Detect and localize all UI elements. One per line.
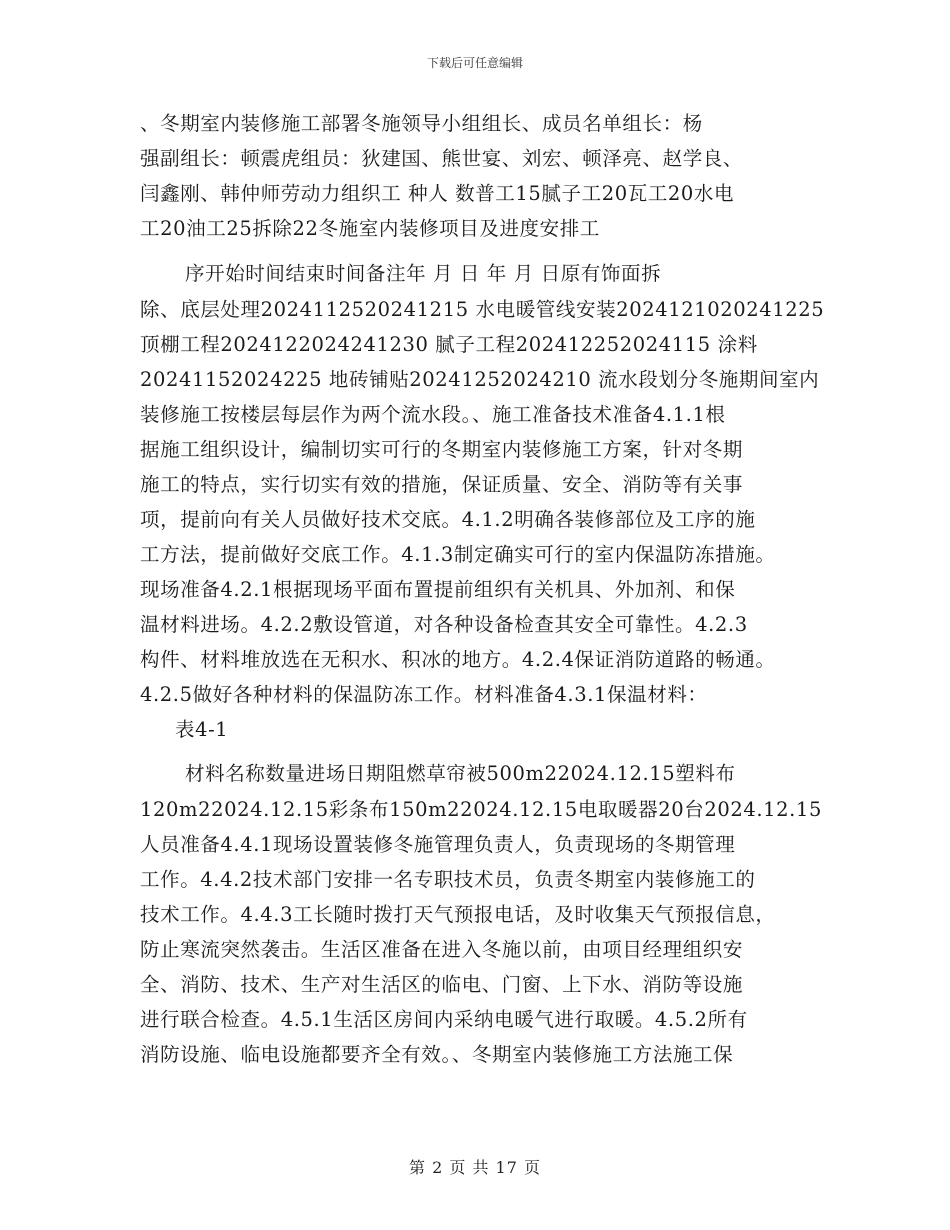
- text-line: 序开始时间结束时间备注年 月 日 年 月 日原有饰面拆: [185, 262, 662, 285]
- text-line: 技术工作。4.4.3工长随时拨打天气预报电话，及时收集天气预报信息，: [140, 903, 776, 926]
- text-line: 工方法，提前做好交底工作。4.1.3制定确实可行的室内保温防冻措施。: [140, 543, 776, 566]
- text-line: 闫鑫刚、韩仲师劳动力组织工 种人 数普工15腻子工20瓦工20水电: [140, 182, 735, 205]
- text-line: 消防设施、临电设施都要齐全有效。、冬期室内装修施工方法施工保: [140, 1043, 734, 1066]
- text-line: 人员准备4.4.1现场设置装修冬施管理负责人，负责现场的冬期管理: [140, 833, 736, 856]
- text-line: 装修施工按楼层每层作为两个流水段。、施工准备技术准备4.1.1根: [140, 403, 726, 426]
- text-line: 据施工组织设计，编制切实可行的冬期室内装修施工方案，针对冬期: [140, 438, 744, 461]
- text-line: 120m22024.12.15彩条布150m22024.12.15电取暖器20台2024.12.15: [140, 798, 822, 821]
- text-line: 20241152024225 地砖铺贴20241252024210 流水段划分冬施期间室内: [140, 368, 820, 391]
- text-line: 4.2.5做好各种材料的保温防冻工作。材料准备4.3.1保温材料：: [140, 683, 708, 706]
- text-line: 顶棚工程2024122024241230 腻子工程202412252024115 涂料: [140, 333, 758, 356]
- text-line: 构件、材料堆放选在无积水、积冰的地方。4.2.4保证消防道路的畅通。: [140, 648, 776, 671]
- text-line: 温材料进场。4.2.2敷设管道，对各种设备检查其安全可靠性。4.2.3: [140, 613, 748, 636]
- text-line: 项，提前向有关人员做好技术交底。4.1.2明确各装修部位及工序的施: [140, 508, 756, 531]
- text-line: 材料名称数量进场日期阻燃草帘被500m22024.12.15塑料布: [185, 762, 736, 785]
- text-line: 施工的特点，实行切实有效的措施，保证质量、安全、消防等有关事: [140, 473, 744, 496]
- text-line: 进行联合检查。4.5.1生活区房间内采纳电暖气进行取暖。4.5.2所有: [140, 1008, 748, 1031]
- text-line: 除、底层处理2024112520241215 水电暖管线安装2024121020241225: [140, 298, 825, 321]
- text-line: 防止寒流突然袭击。生活区准备在进入冬施以前，由项目经理组织安: [140, 938, 744, 961]
- text-line: 工20油工25拆除22冬施室内装修项目及进度安排工: [140, 217, 600, 240]
- text-line: 工作。4.4.2技术部门安排一名专职技术员，负责冬期室内装修施工的: [140, 868, 756, 891]
- page-header: 下载后可任意编辑: [426, 56, 523, 70]
- table-caption: 表4-1: [175, 718, 229, 741]
- text-line: 强副组长：顿震虎组员：狄建国、熊世宴、刘宏、顿泽亮、赵学良、: [140, 147, 744, 170]
- text-line: 全、消防、技术、生产对生活区的临电、门窗、上下水、消防等设施: [140, 973, 744, 996]
- text-line: 、冬期室内装修施工部署冬施领导小组组长、成员名单组长：杨: [140, 112, 703, 135]
- page-number: 第 2 页 共 17 页: [409, 1158, 541, 1177]
- text-line: 现场准备4.2.1根据现场平面布置提前组织有关机具、外加剂、和保: [140, 578, 736, 601]
